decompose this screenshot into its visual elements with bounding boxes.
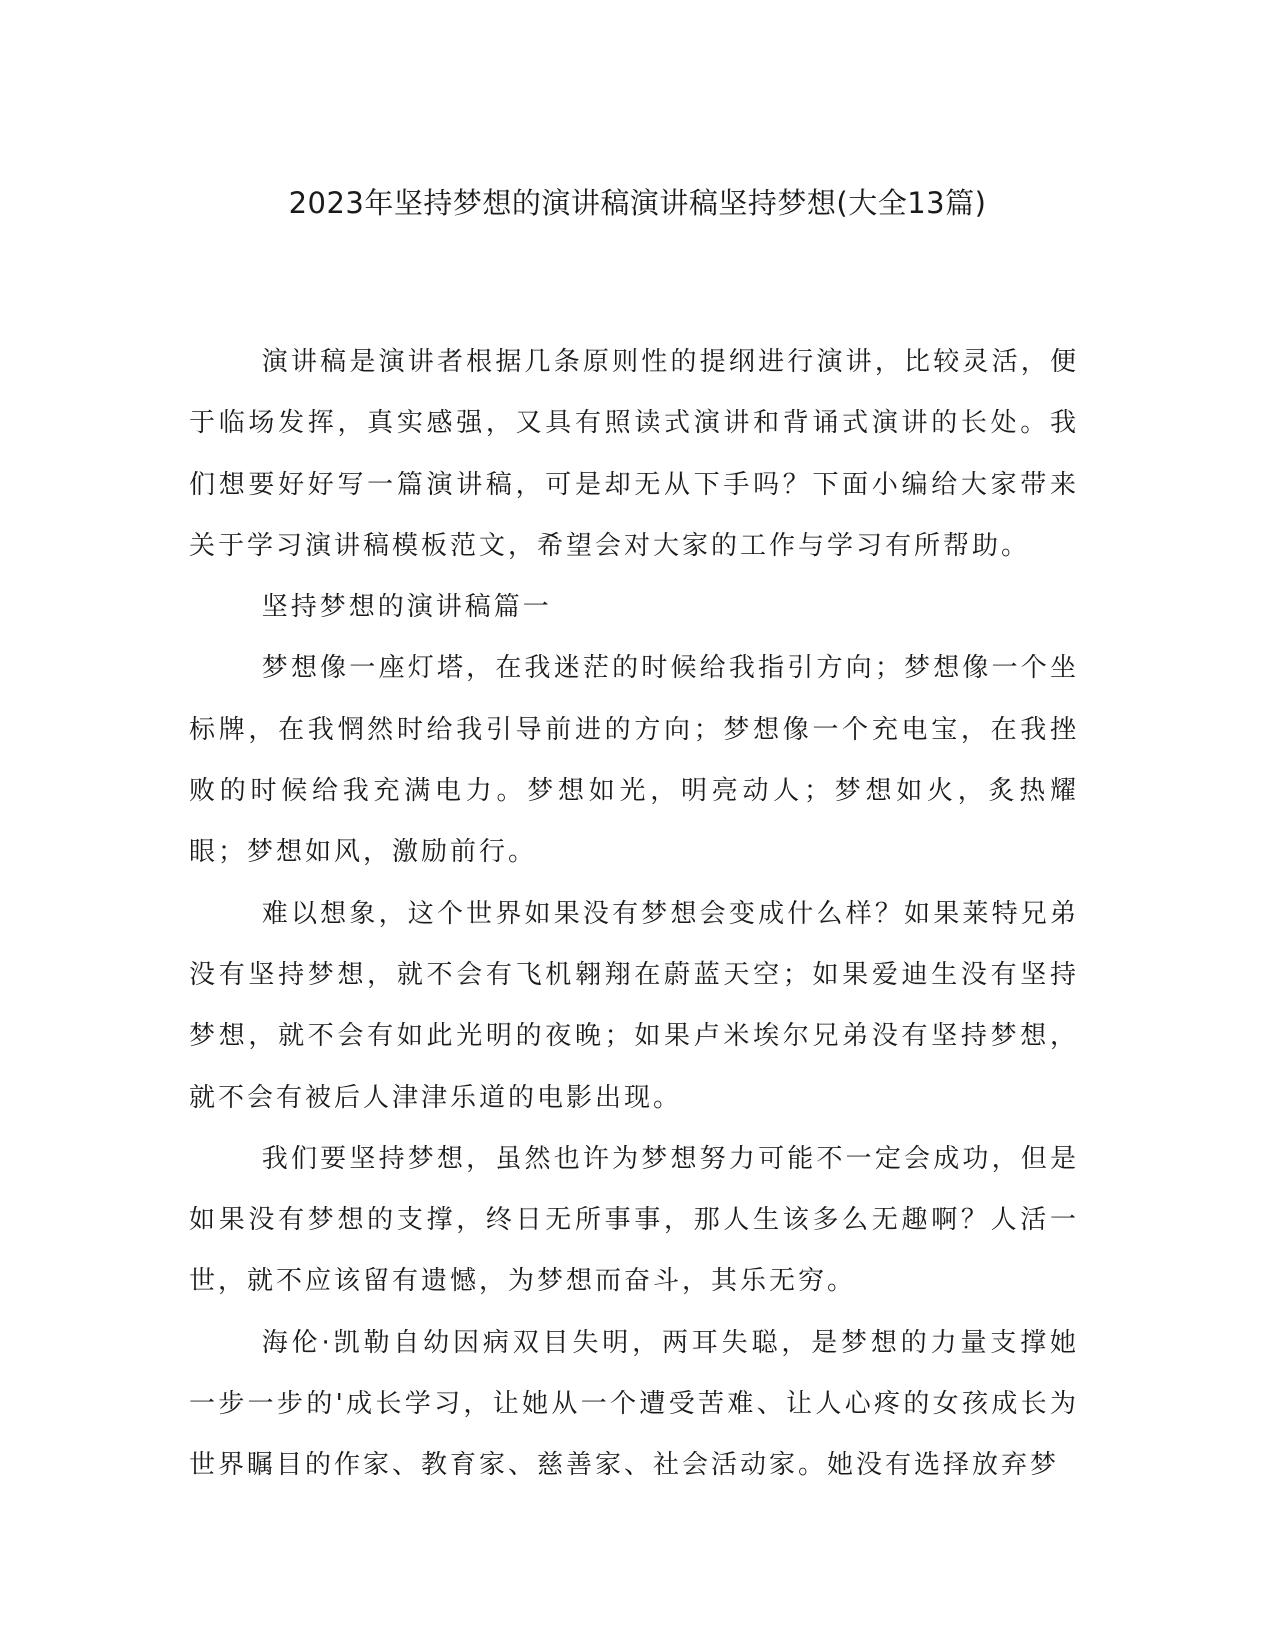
paragraph-intro: 演讲稿是演讲者根据几条原则性的提纲进行演讲，比较灵活，便于临场发挥，真实感强，又具有照读式演讲和背诵式演讲的长处。我们想要好好写一篇演讲稿，可是却无从下手吗？下面小编给大家带来关于学习演讲稿模板范文，希望会对大家的工作与学习有所帮助。 bbox=[189, 347, 1079, 561]
paragraph: 难以想象，这个世界如果没有梦想会变成什么样？如果莱特兄弟没有坚持梦想，就不会有飞机翱翔在蔚蓝天空；如果爱迪生没有坚持梦想，就不会有如此光明的夜晚；如果卢米埃尔兄弟没有坚持梦想，就不会有被后人津津乐道的电影出现。 bbox=[189, 898, 1079, 1113]
document-body bbox=[189, 332, 1079, 1497]
paragraph: 我们要坚持梦想，虽然也许为梦想努力可能不一定会成功，但是如果没有梦想的支撑，终日无所事事，那人生该多么无趣啊？人活一世，就不应该留有遗憾，为梦想而奋斗，其乐无穷。 bbox=[189, 1143, 1079, 1297]
document-title: 2023年坚持梦想的演讲稿演讲稿坚持梦想(大全13篇) bbox=[288, 186, 987, 220]
section-heading: 坚持梦想的演讲稿篇一 bbox=[261, 592, 552, 623]
paragraph: 梦想像一座灯塔，在我迷茫的时候给我指引方向；梦想像一个坐标牌，在我惘然时给我引导前进的方向；梦想像一个充电宝，在我挫败的时候给我充满电力。梦想如光，明亮动人；梦想如火，炙热耀眼；梦想如风，激励前行。 bbox=[189, 653, 1079, 868]
paragraph: 海伦·凯勒自幼因病双目失明，两耳失聪，是梦想的力量支撑她一步一步的'成长学习，让她从一个遭受苦难、让人心疼的女孩成长为世界瞩目的作家、教育家、慈善家、社会活动家。她没有选择放弃梦 bbox=[189, 1327, 1079, 1481]
